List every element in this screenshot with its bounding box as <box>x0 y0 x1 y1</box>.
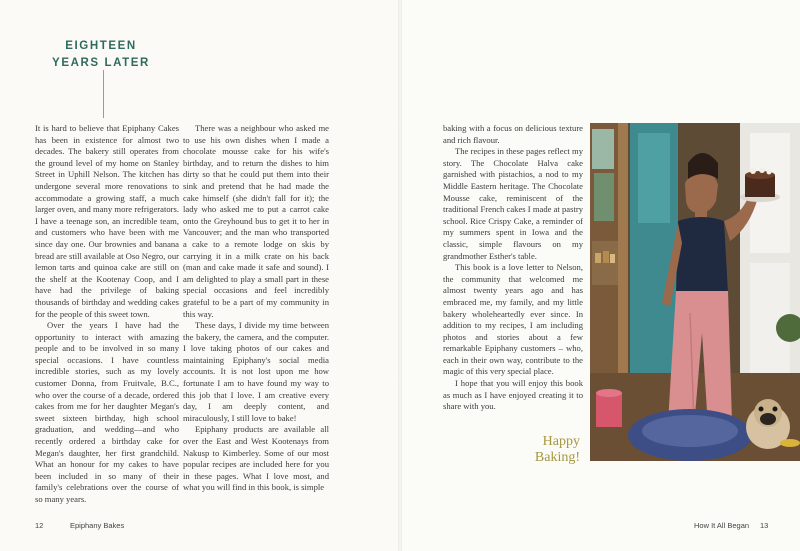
right-page-number: 13 <box>760 521 769 530</box>
paragraph: Over the years I have had the opportunity to interact with amazing people and to be involved in so many special occasions. I have countless incredible stories, such as my lovely customer Donna, from Fruitvale, B.C., who over the course of a decade, ordered cakes from me for her daughter Megan's sweet sixteen birthday, high school graduation, and wedding—and who recently ordered a birthday cake for Megan's daughter, her first grandchild. What an honour for my cakes to have been included in so many of their family's celebrations over the course of so many years. <box>35 320 179 504</box>
signoff-line-2: Baking! <box>534 450 580 465</box>
paragraph: Epiphany products are available all over the East and West Kootenays from Nakusp to Kimberley. Some of our most popular recipes are included here for you in these pages. What I love most, and what you will find in this book, is simple <box>183 424 329 493</box>
paragraph: The recipes in these pages reflect my story. The Chocolate Halva cake garnished with pistachios, a nod to my Middle Eastern heritage. The Chocolate Mousse cake, reminiscent of the traditional French cakes I made at pastry school. Rice Crispy Cake, a reminder of my summers spent in Iowa and the classic, simple flavours on my grandmother Esther's table. <box>443 146 583 261</box>
text-column-3 <box>443 123 583 413</box>
paragraph: It is hard to believe that Epiphany Cakes has been in existence for almost two decades. The bakery still operates from the ground level of my home on Stanley Street in Uphill Nelson. The kitchen has undergone several more renovations to accommodate a growing staff, a much larger oven, and many more refrigerators. I have a teenage son, an incredible team, and customers who have been with me since day one. Our brownies and banana bread are still available at Oso Negro, our lemon tarts and quinoa cake are still on the shelf at the Kootenay Coop, and I have had the privilege of baking thousands of birthday and wedding cakes for the people of this sweet town. <box>35 123 179 319</box>
text-column-1 <box>35 123 179 506</box>
baker-photo <box>590 123 800 461</box>
right-running-head: How It All Began <box>694 521 750 530</box>
chapter-title-line-1: EIGHTEEN <box>65 40 137 52</box>
title-vertical-rule <box>103 70 104 118</box>
paragraph: These days, I divide my time between the bakery, the camera, and the computer. I love taking photos of our cakes and maintaining Epiphany's social media accounts. It is not lost upon me how fortunate I am to have found my way to this job that I love. I am creative every day, I am deeply content, and miraculously, I still love to bake! <box>183 320 329 423</box>
paragraph: There was a neighbour who asked me to use his own dishes when I made a chocolate mousse cake for his wife's birthday, and to return the dishes to him dirty so that he could put them into their sink and pretend that he had made the cake himself (she didn't fall for it); the lady who asked me to put a carrot cake onto the Greyhound bus to get it to her in Vancouver; and the man who transported a cake to a remote lodge on skis by carrying it in a milk crate on his back (man and cake made it safe and sound). I am delighted to play a small part in these special occasions and feel incredibly grateful to be a part of my community in this way. <box>183 123 329 319</box>
chapter-title <box>40 38 162 72</box>
paragraph: I hope that you will enjoy this book as much as I have enjoyed creating it to share with you. <box>443 378 583 412</box>
signoff <box>500 434 580 466</box>
left-running-head: Epiphany Bakes <box>70 521 125 530</box>
book-gutter <box>398 0 402 551</box>
left-page-number: 12 <box>35 521 44 530</box>
baker-photo-illustration <box>590 123 800 461</box>
text-column-2 <box>183 123 329 494</box>
signoff-line-1: Happy <box>542 434 580 449</box>
paragraph: baking with a focus on delicious texture and rich flavour. <box>443 123 583 145</box>
chapter-title-line-2: YEARS LATER <box>52 57 150 69</box>
paragraph: This book is a love letter to Nelson, the community that welcomed me almost twenty years ago and has embraced me, my family, and my little bakery wholeheartedly ever since. In addition to my recipes, I am including photos and stories about a few remarkable Epiphany customers – who, each in their own way, contribute to the magic of this very special place. <box>443 262 583 377</box>
